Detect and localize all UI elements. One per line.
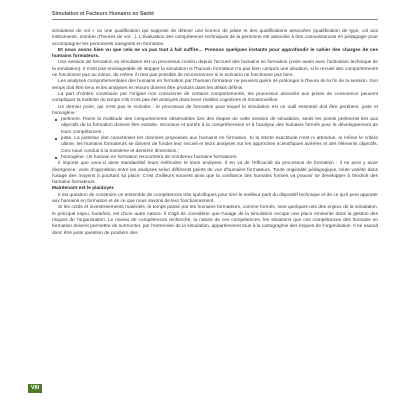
paragraph: Les analyses comportementales des humains en formation par l'humain formateur ne peuvent guère se prolonger à l'heure de la fin de la session. Son temps doit être tenu et les analyses et retours doivent être produits dans les délais définis. [52, 79, 378, 91]
paragraph: Une session de formation en simulation est un processus continu depuis l'accueil des humains en formation (voire avant avec l'activation technique de la simulation). Il n'est pas envisageable de stopper la simulation si l'humain formateur n'a pas bien compris une situation, si le recueil des comportements ne fonctionne pas au mieux, de même il n'est pas possible de recommencer si le scénario ne fonctionne pas bien. [52, 60, 378, 79]
list-item: homogène. Un humain en formation rencontrera de nombreux humains formateurs. [61, 155, 378, 161]
paragraph: Un dernier point, qui n'est pas le moindre : le processus de formation pour lequel la simulation est un outil essentiel doit être pertinent, juste et homogène : [52, 104, 378, 116]
page-number-badge: VIII [28, 384, 42, 393]
page-body [52, 29, 378, 237]
list-item: pertinent. Parmi la multitude des comportements observables lors des étapes de cette session de simulation, seuls les points pertinents liés aux objectifs de la formation doivent être extraits, reconnus et portés à la compréhension et à l'analyse des humains formés pour le développement de leurs compétences ; [61, 117, 378, 135]
paragraph-heading: Maintenant est le plaidoyer. [52, 186, 115, 192]
criteria-list [52, 117, 378, 161]
paragraph: simulateur de vol » ou une qualification qui suppose de détenir une licence de pilote et des qualifications associées (qualification de type, vol aux instruments, nombre d'heures de vol…). L'évaluation des compétences techniques de la personne est associée à des connaissances en pédagogie pour accompagner les personnels navigants en formation. [52, 29, 378, 47]
running-header-title: Simulation et Facteurs Humains en Santé [52, 11, 155, 17]
paragraph: Il importe que ceux-ci aient standardisé leurs méthodes et leurs analyses. Il en va de l'efficacité du processus de formation : il ne peut y avoir divergence, voire d'opposition entre les analyses selon différents points de vue d'humains formateurs. Toute originalité pédagogique, toute variété dans l'usage des moyens à pourtant sa place. C'est d'ailleurs souvent ainsi que la confiance des humains formés va pouvoir se développer à l'endroit des humains formateurs. [52, 161, 378, 186]
paragraph: La part d'ombre constituée par l'origine non consciente de certains comportements, les processus associés aux prises de conscience peuvent compliquer la maîtrise du temps s'ils n'ont pas été anticipés dans leurs réalités cognitives et émotionnelles. [52, 91, 378, 104]
paragraph: Si les coûts et investissements matériels, le temps passé par les humains formateurs, comme formés, sont quelques-uns des enjeux de la simulation, le principal enjeu, toutefois, est d'une autre nature. Il s'agit de considérer que l'usage de la simulation occupe une place éminente dans la gestion des risques de l'organisation. Le niveau de compétences recherché, la nature de ces compétences, les situations que ces compétences des humains en formation doivent permettre de surmonter, par l'entremise de la simulation, appartiennent tous à la cartographie des risques de l'organisation. Il ne saurait donc être juste question de produire des [52, 205, 378, 236]
paragraph: Il est question de construire un ensemble de compétences très spécifiques pour tirer le meilleur parti du dispositif technique et de ce qu'il peut apporter aux humains en formation et de ce que nous savons de leur fonctionnement. [52, 192, 378, 205]
running-header [52, 6, 378, 20]
paragraph-bold-lead: Et nous avons bien vu que cela ne va pas tout à fait suffire… Prenons quelques instants pour approfondir le cahier des charges de ces humains formateurs. [52, 47, 378, 60]
list-item: juste. La justesse doit caractériser les données proposées aux humains en formation. Si la stricte exactitude n'est ni attendue, ni même le critère ultime, les humains formateurs se doivent de fonder leur recueil et leurs analyses sur les approches scientifiques avérées et des éléments objectifs. Ceci nous conduit à la troisième et dernière dimension ; [61, 136, 378, 154]
